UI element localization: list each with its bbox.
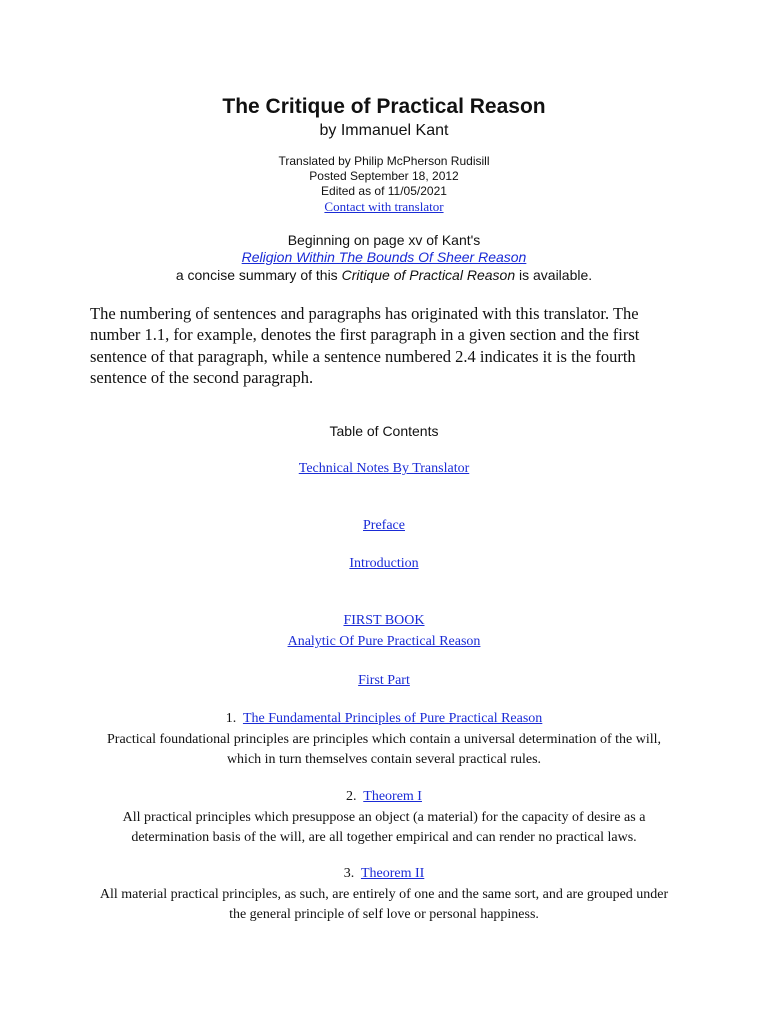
toc-introduction[interactable]: Introduction	[349, 556, 419, 571]
page-title: The Critique of Practical Reason	[222, 95, 546, 118]
item-number: 3.	[343, 866, 355, 881]
summary-italic: Critique of Practical Reason	[341, 267, 516, 283]
item-number: 2.	[346, 789, 357, 804]
summary-note	[0, 267, 768, 283]
author: by Immanuel Kant	[319, 122, 449, 139]
toc-item-description: All practical principles which presuppose an object (a material) for the capacity of desire as a determination basis of the will, are all together empirical and can render no practical laws.	[122, 810, 646, 845]
toc-heading: Table of Contents	[329, 423, 439, 439]
intro-paragraph: The numbering of sentences and paragraphs has originated with this translator. The number 1.1, for example, denotes the first paragraph in a given section and the first sentence of that paragraph, while a sentence numbered 2.4 indicates it is the fourth sentence of the second paragraph.	[90, 304, 640, 387]
toc-technical-notes[interactable]: Technical Notes By Translator	[298, 461, 470, 476]
summary-intro: Beginning on page xv of Kant's	[287, 232, 481, 248]
summary-post: is available.	[515, 267, 593, 283]
edited-date: Edited as of 11/05/2021	[321, 184, 447, 198]
toc-item-description: All material practical principles, as such, are entirely of one and the same sort, and are grouped under the general principle of self love or personal happiness.	[99, 887, 669, 922]
toc-item-link[interactable]: Theorem I	[363, 789, 422, 804]
toc-analytic[interactable]: Analytic Of Pure Practical Reason	[287, 634, 481, 649]
contact-translator-link[interactable]: Contact with translator	[324, 199, 444, 214]
posted-date: Posted September 18, 2012	[309, 169, 459, 183]
toc-item-link[interactable]: The Fundamental Principles of Pure Practical Reason	[242, 711, 543, 726]
toc-item-link[interactable]: Theorem II	[360, 866, 425, 881]
toc-first-part[interactable]: First Part	[358, 673, 410, 688]
translator-credit: Translated by Philip McPherson Rudisill	[278, 154, 490, 168]
toc-item-description: Practical foundational principles are principles which contain a universal determination of the will, which in turn themselves contain several practical rules.	[107, 732, 661, 767]
summary-pre: a concise summary of this	[175, 267, 342, 283]
religion-link[interactable]: Religion Within The Bounds Of Sheer Reason	[241, 249, 527, 265]
toc-first-book[interactable]: FIRST BOOK	[343, 613, 425, 628]
item-number: 1.	[225, 711, 237, 726]
toc-item-3	[0, 866, 768, 882]
toc-item-2	[0, 789, 768, 805]
toc-preface[interactable]: Preface	[363, 518, 405, 533]
toc-item-1	[0, 711, 768, 727]
